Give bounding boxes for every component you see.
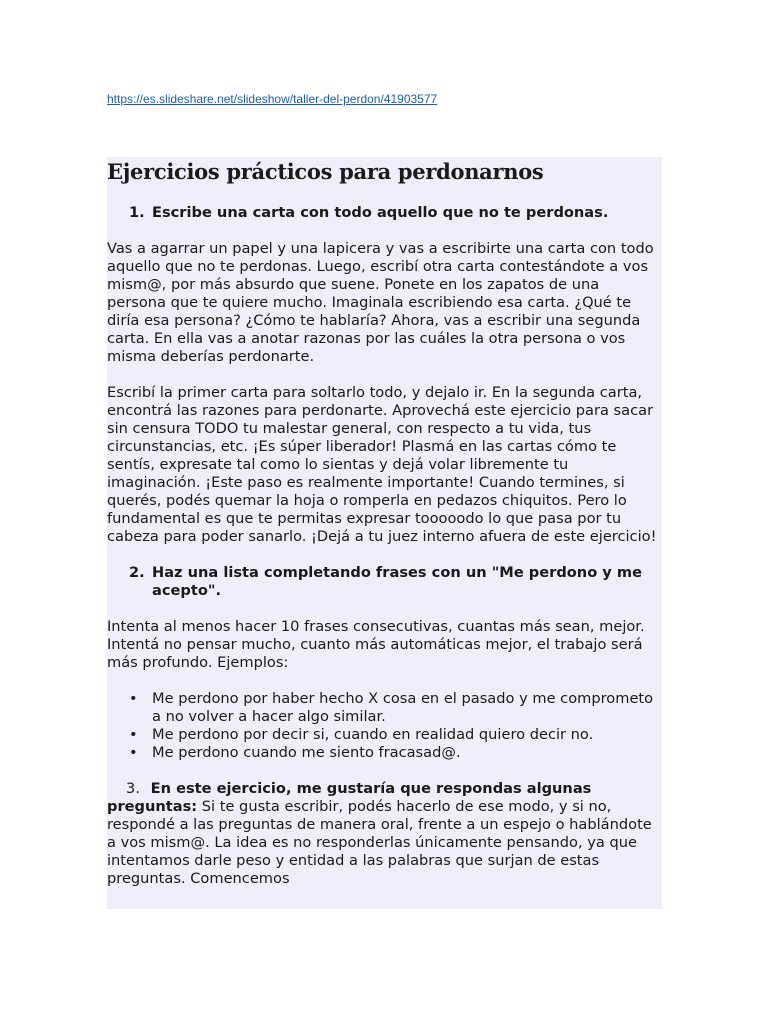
numbered-item-3 xyxy=(107,780,662,888)
paragraph-1: Vas a agarrar un papel y una lapicera y vas a escribirte una carta con todo aquello que no te perdonas. Luego, escribí otra carta contestándote a vos mism@, por más absurdo que suene. Ponete en los zapatos de una persona que te quiere mucho. Imaginala escribiendo esa carta. ¿Qué te diría esa persona? ¿Cómo te hablaría? Ahora, vas a escribir una segunda carta. En ella vas a anotar razonas por las cuáles la otra persona o vos misma deberías perdonarte. xyxy=(107,240,654,365)
item-number: 1. xyxy=(129,204,145,221)
bullet-icon xyxy=(107,744,152,762)
source-link[interactable]: https://es.slideshare.net/slideshow/taller-del-perdon/41903577 xyxy=(107,92,438,106)
list-item: • Me perdono por decir si, cuando en realidad quiero decir no. xyxy=(107,726,662,744)
numbered-item-1 xyxy=(129,204,662,222)
page-title: Ejercicios prácticos para perdonarnos xyxy=(107,159,544,184)
item-heading: Haz una lista completando frases con un "Me perdono y me acepto". xyxy=(152,564,643,599)
bullet-icon xyxy=(107,690,152,726)
examples-list xyxy=(107,690,662,762)
list-item: • Me perdono por haber hecho X cosa en el pasado y me comprometo a no volver a hacer algo similar. xyxy=(107,690,662,726)
bullet-icon xyxy=(107,726,152,744)
paragraph-3: Intenta al menos hacer 10 frases consecutivas, cuantas más sean, mejor. Intentá no pensar mucho, cuanto más automáticas mejor, el trabajo será más profundo. Ejemplos: xyxy=(107,618,645,671)
numbered-item-2 xyxy=(129,564,662,600)
item-number: 2. xyxy=(129,564,145,581)
paragraph-2: Escribí la primer carta para soltarlo todo, y dejalo ir. En la segunda carta, encontrá las razones para perdonarte. Aprovechá este ejercicio para sacar sin censura TODO tu malestar general, con respecto a tu vida, tus circunstancias, etc. ¡Es súper liberador! Plasmá en las cartas cómo te sentís, expresate tal como lo sientas y dejá volar libremente tu imaginación. ¡Este paso es realmente importante! Cuando termines, si querés, podés quemar la hoja o romperla en pedazos chiquitos. Pero lo fundamental es que te permitas expresar tooooodo lo que pasa por tu cabeza para poder sanarlo. ¡Dejá a tu juez interno afuera de este ejercicio! xyxy=(107,384,657,545)
item-text: Si te gusta escribir, podés hacerlo de ese modo, y si no, respondé a las preguntas de manera oral, frente a un espejo o hablándote a vos mism@. La idea es no responderlas únicamente pensando, ya que intentamos darle peso y entidad a las palabras que surjan de estas preguntas. Comencemos xyxy=(107,798,652,887)
list-item: • Me perdono cuando me siento fracasad@. xyxy=(107,744,662,762)
item-number: 3. xyxy=(126,780,140,797)
item-heading: En este ejercicio, me gustaría que respondas algunas preguntas: xyxy=(107,780,592,815)
document-body xyxy=(107,157,662,909)
item-heading: Escribe una carta con todo aquello que no te perdonas. xyxy=(152,204,609,221)
